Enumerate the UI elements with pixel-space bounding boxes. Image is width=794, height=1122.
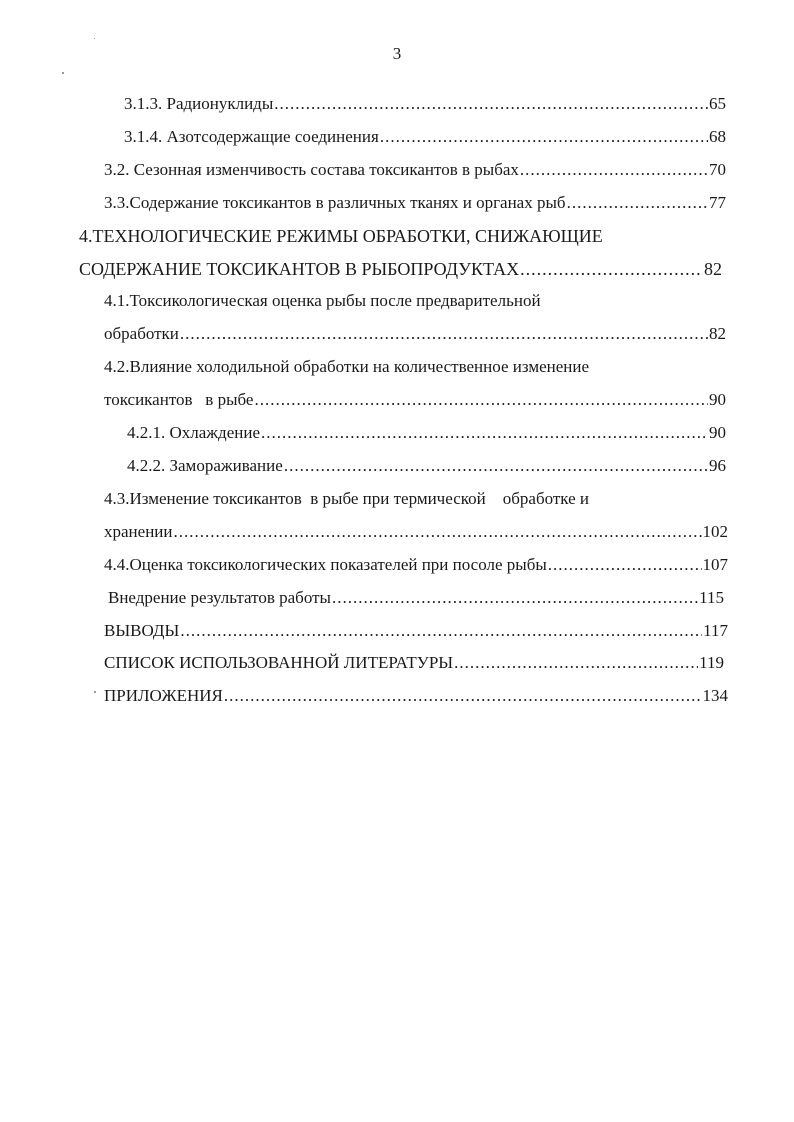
- toc-entry-4-2-1: [127, 422, 726, 444]
- scan-speck: [94, 691, 96, 693]
- toc-entry-title: 4.2.Влияние холодильной обработки на количественное изменение: [104, 357, 590, 376]
- toc-entry-page: 68: [709, 127, 726, 146]
- toc-entry-page: 77: [709, 193, 726, 212]
- toc-entry-page: 134: [702, 686, 728, 705]
- toc-entry-4-2: [104, 389, 726, 411]
- toc-entry-page: 90: [709, 390, 726, 409]
- toc-entry-chapter-4: [79, 258, 722, 280]
- leader-dots: [380, 126, 708, 148]
- toc-entry-title: 4.3.Изменение токсикантов в рыбе при термической обработке и: [104, 489, 590, 508]
- toc-entry-implementation: [108, 587, 724, 609]
- toc-entry-title: ПРИЛОЖЕНИЯ: [104, 686, 223, 705]
- toc-entry-4-1-title: [104, 290, 704, 312]
- leader-dots: [332, 587, 698, 609]
- toc-entry-title: токсикантов в рыбе: [104, 390, 254, 409]
- leader-dots: [274, 93, 708, 115]
- toc-entry-page: 102: [702, 522, 728, 541]
- toc-entry-page: 119: [699, 653, 724, 672]
- leader-dots: [567, 192, 708, 214]
- toc-entry-title: 4.2.1. Охлаждение: [127, 423, 260, 442]
- leader-dots: [454, 652, 698, 674]
- leader-dots: [254, 389, 708, 411]
- toc-entry-page: 82: [709, 324, 726, 343]
- toc-entry-4-4: [104, 554, 728, 576]
- leader-dots: [173, 521, 701, 543]
- toc-entry-4-2-title: [104, 356, 714, 378]
- toc-entry-4-3: [104, 521, 728, 543]
- toc-entry-title: Внедрение результатов работы: [108, 588, 331, 607]
- toc-entry-page: 115: [699, 588, 724, 607]
- toc-entry-page: 107: [702, 555, 728, 574]
- toc-entry-4-2-2: [127, 455, 726, 477]
- toc-chapter-4-title: [79, 225, 719, 247]
- leader-dots: [180, 620, 702, 642]
- scan-speck: [94, 38, 95, 39]
- page-number: 3: [392, 44, 402, 63]
- toc-entry-page: 65: [709, 94, 726, 113]
- toc-entry-page: 96: [709, 456, 726, 475]
- toc-entry-title: СПИСОК ИСПОЛЬЗОВАННОЙ ЛИТЕРАТУРЫ: [104, 653, 454, 672]
- toc-entry-title: 3.2. Сезонная изменчивость состава токсикантов в рыбах: [104, 160, 519, 179]
- leader-dots: [224, 685, 702, 707]
- scan-speck: [62, 72, 64, 74]
- toc-entry-title: обработки: [104, 324, 179, 343]
- toc-entry-3-1-3: [124, 93, 726, 115]
- toc-entry-4-1: [104, 323, 726, 345]
- toc-entry-3-1-4: [124, 126, 726, 148]
- toc-entry-appendices: [104, 685, 728, 707]
- toc-entry-title: 4.ТЕХНОЛОГИЧЕСКИЕ РЕЖИМЫ ОБРАБОТКИ, СНИЖАЮЩИЕ: [79, 226, 603, 246]
- toc-entry-title: ВЫВОДЫ: [104, 621, 180, 640]
- toc-entry-title: хранении: [104, 522, 173, 541]
- toc-entry-title: 4.1.Токсикологическая оценка рыбы после предварительной: [104, 291, 541, 310]
- toc-entry-page: 82: [704, 259, 722, 279]
- toc-entry-page: 70: [709, 160, 726, 179]
- toc-entry-title: 3.1.3. Радионуклиды: [124, 94, 274, 113]
- leader-dots: [548, 554, 702, 576]
- leader-dots: [180, 323, 708, 345]
- toc-entry-title: 3.1.4. Азотсодержащие соединения: [124, 127, 379, 146]
- toc-entry-title: 4.2.2. Замораживание: [127, 456, 283, 475]
- toc-entry-3-3: [104, 192, 726, 214]
- leader-dots: [520, 258, 703, 280]
- toc-entry-4-3-title: [104, 488, 704, 510]
- toc-entry-references: [104, 652, 724, 674]
- toc-entry-title: 4.4.Оценка токсикологических показателей при посоле рыбы: [104, 555, 547, 574]
- leader-dots: [261, 422, 708, 444]
- toc-entry-title: СОДЕРЖАНИЕ ТОКСИКАНТОВ В РЫБОПРОДУКТАХ: [79, 259, 520, 279]
- toc-entry-page: 90: [709, 423, 726, 442]
- toc-entry-3-2: [104, 159, 726, 181]
- leader-dots: [284, 455, 708, 477]
- toc-entry-conclusions: [104, 620, 728, 642]
- toc-entry-page: 117: [703, 621, 728, 640]
- toc-entry-title: 3.3.Содержание токсикантов в различных тканях и органах рыб: [104, 193, 566, 212]
- leader-dots: [520, 159, 708, 181]
